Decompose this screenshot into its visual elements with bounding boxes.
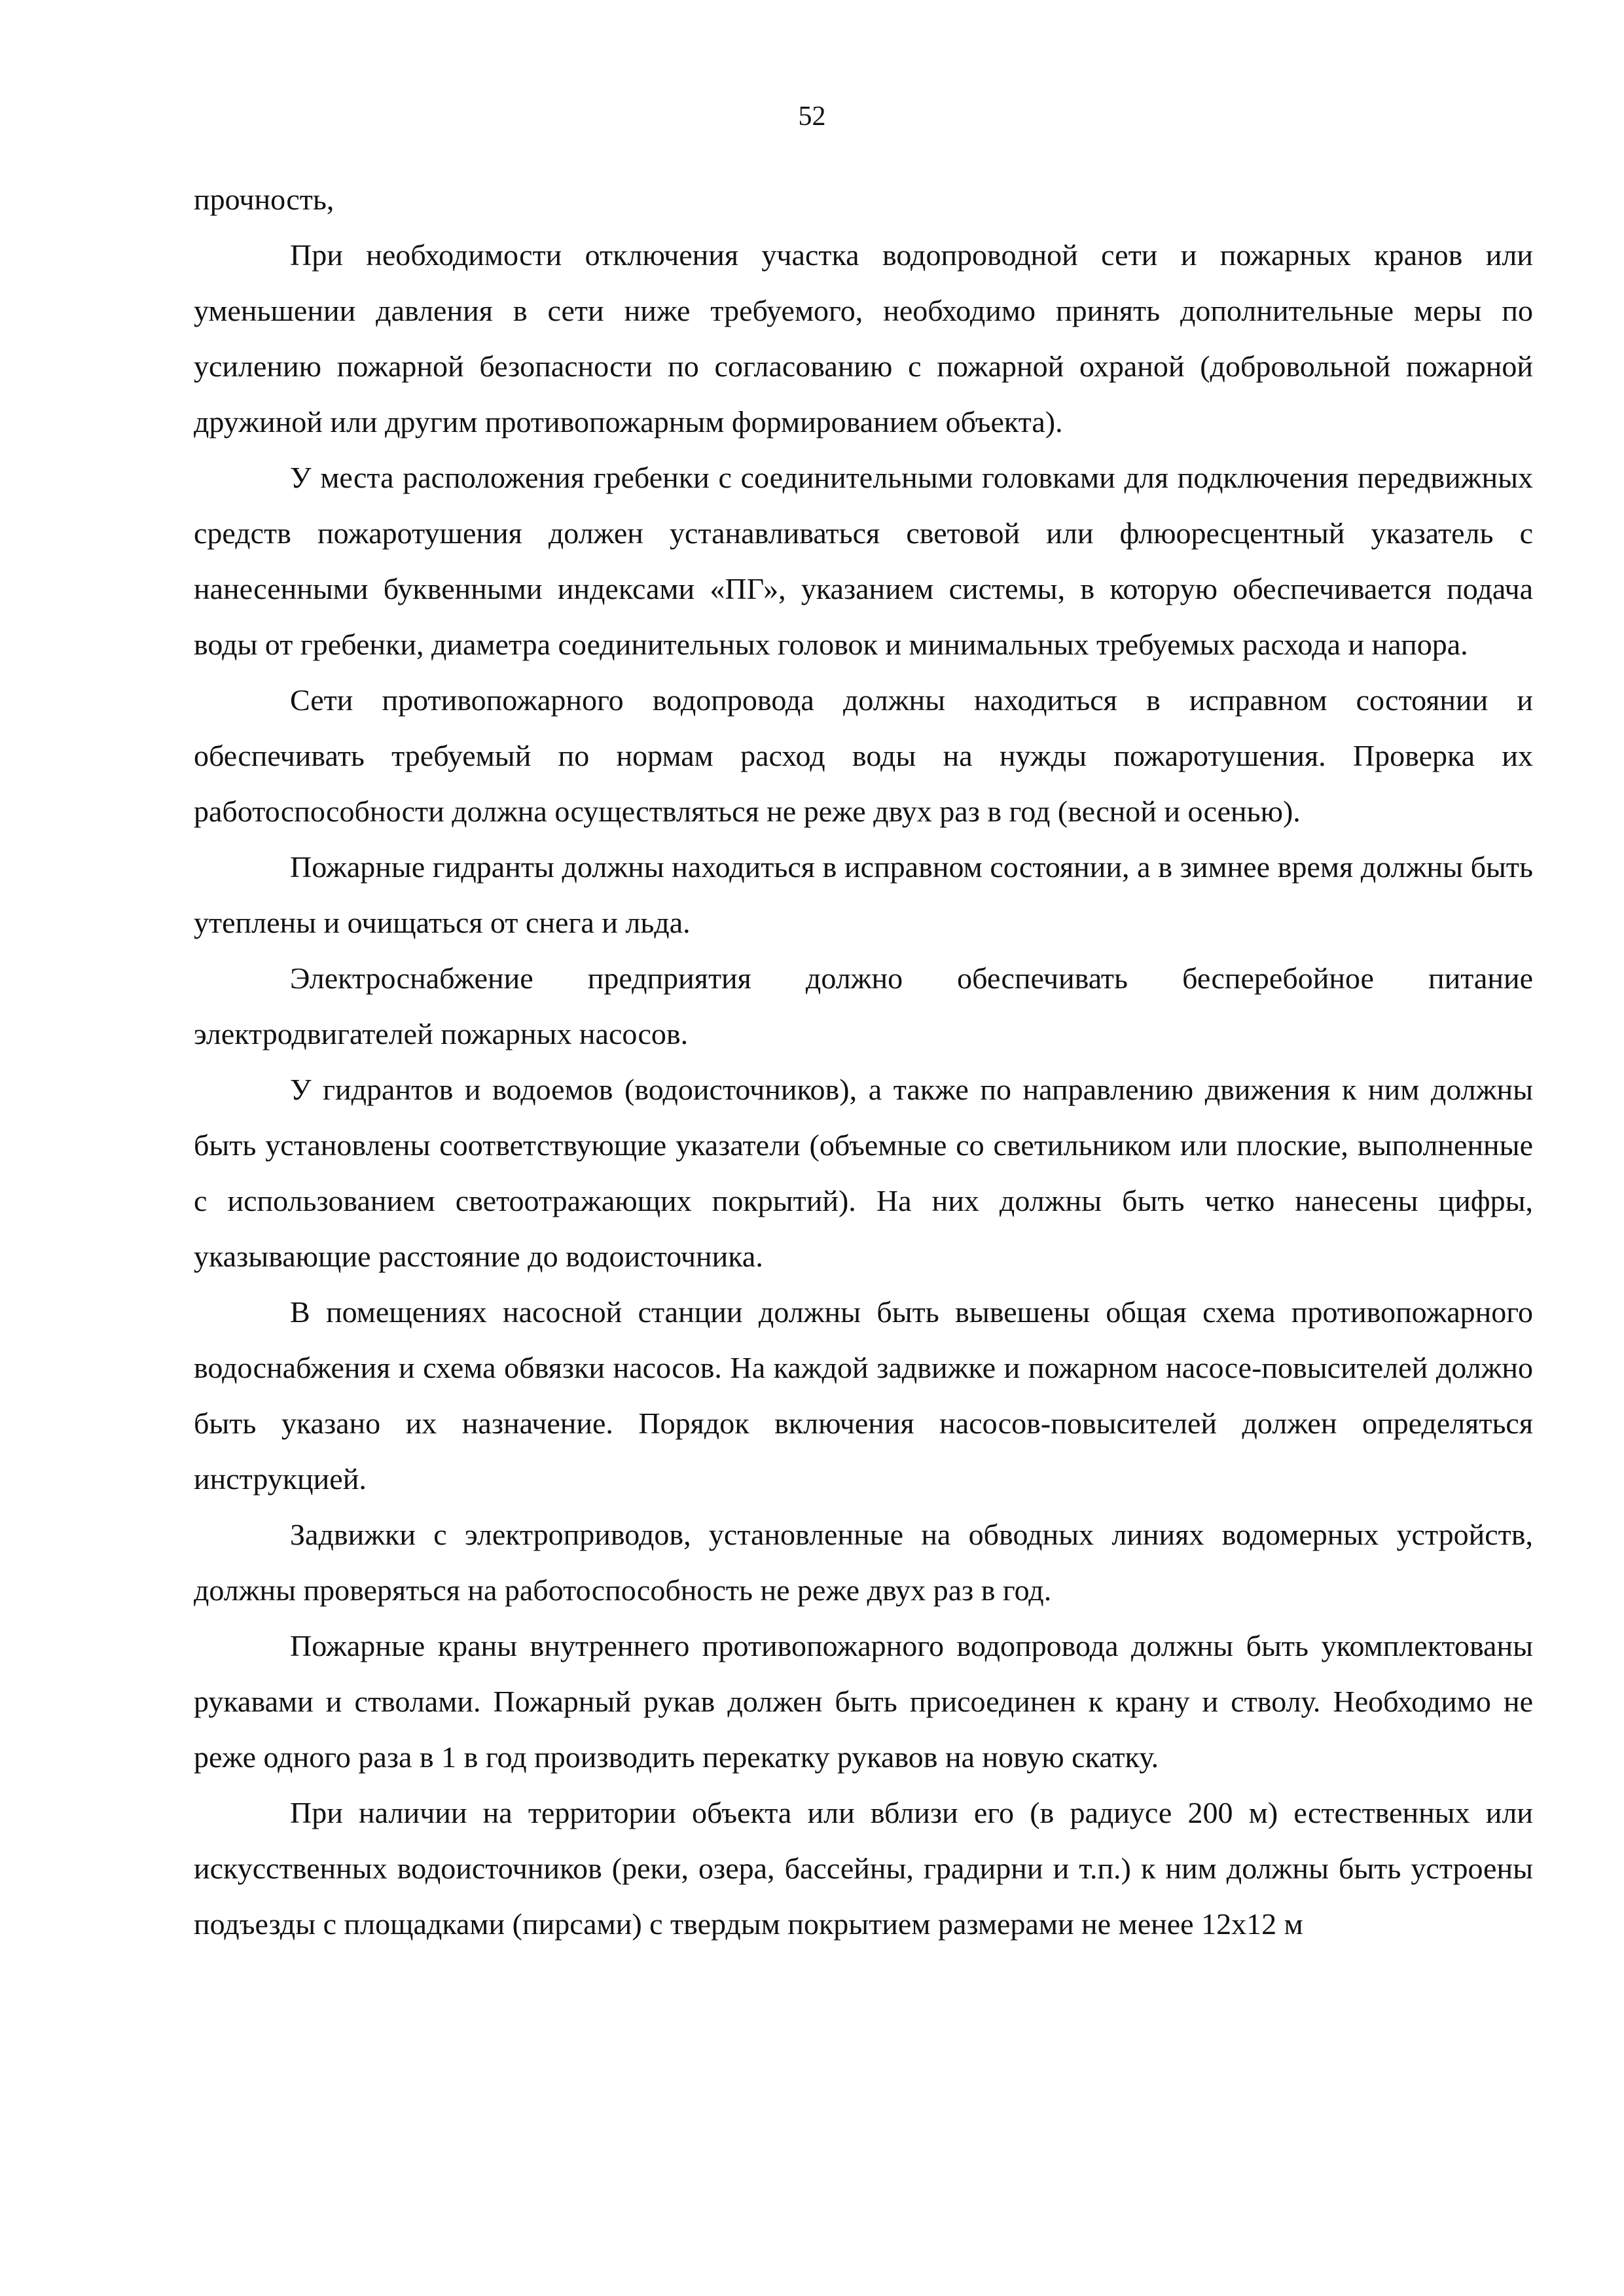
paragraph-1: прочность, [194, 183, 334, 216]
paragraph-2: При необходимости отключения участка водопроводной сети и пожарных кранов или уменьшении давления в сети ниже требуемого, необходимо принять дополнительные меры по усилению пожарной безопасности по согласованию с пожарной охраной (добровольной пожарной дружиной или другим противопожарным формированием объекта). [194, 238, 1533, 439]
paragraph-11: При наличии на территории объекта или вблизи его (в радиусе 200 м) естественных или искусственных водоисточников (реки, озера, бассейны, градирни и т.п.) к ним должны быть устроены подъезды с площадками (пирсами) с твердым покрытием размерами не менее 12х12 м [194, 1796, 1533, 1941]
paragraph-5: Пожарные гидранты должны находиться в исправном состоянии, а в зимнее время должны быть утеплены и очищаться от снега и льда. [194, 850, 1533, 939]
paragraph-10: Пожарные краны внутреннего противопожарного водопровода должны быть укомплектованы рукавами и стволами. Пожарный рукав должен быть присоединен к крану и стволу. Необходимо не реже одного раза в 1 в год производить перекатку рукавов на новую скатку. [194, 1629, 1533, 1774]
paragraph-9: Задвижки с электроприводов, установленные на обводных линиях водомерных устройств, должны проверяться на работоспособность не реже двух раз в год. [194, 1518, 1533, 1607]
page-number: 52 [798, 101, 826, 132]
paragraph-7: У гидрантов и водоемов (водоисточников), а также по направлению движения к ним должны быть установлены соответствующие указатели (объемные со светильником или плоские, выполненные с использованием светоотражающих покрытий). На них должны быть четко нанесены цифры, указывающие расстояние до водоисточника. [194, 1073, 1533, 1273]
paragraph-4: Сети противопожарного водопровода должны находиться в исправном состоянии и обеспечивать требуемый по нормам расход воды на нужды пожаротушения. Проверка их работоспособности должна осуществляться не реже двух раз в год (весной и осенью). [194, 683, 1533, 828]
paragraph-3: У места расположения гребенки с соединительными головками для подключения передвижных средств пожаротушения должен устанавливаться световой или флюоресцентный указатель с нанесенными буквенными индексами «ПГ», указанием системы, в которую обеспечивается подача воды от гребенки, диаметра соединительных головок и минимальных требуемых расхода и напора. [194, 461, 1533, 661]
paragraph-8: В помещениях насосной станции должны быть вывешены общая схема противопожарного водоснабжения и схема обвязки насосов. На каждой задвижке и пожарном насосе-повысителей должно быть указано их назначение. Порядок включения насосов-повысителей должен определяться инструкцией. [194, 1295, 1533, 1496]
document-body [194, 171, 1533, 1952]
paragraph-6: Электроснабжение предприятия должно обеспечивать бесперебойное питание электродвигателей пожарных насосов. [194, 961, 1533, 1050]
